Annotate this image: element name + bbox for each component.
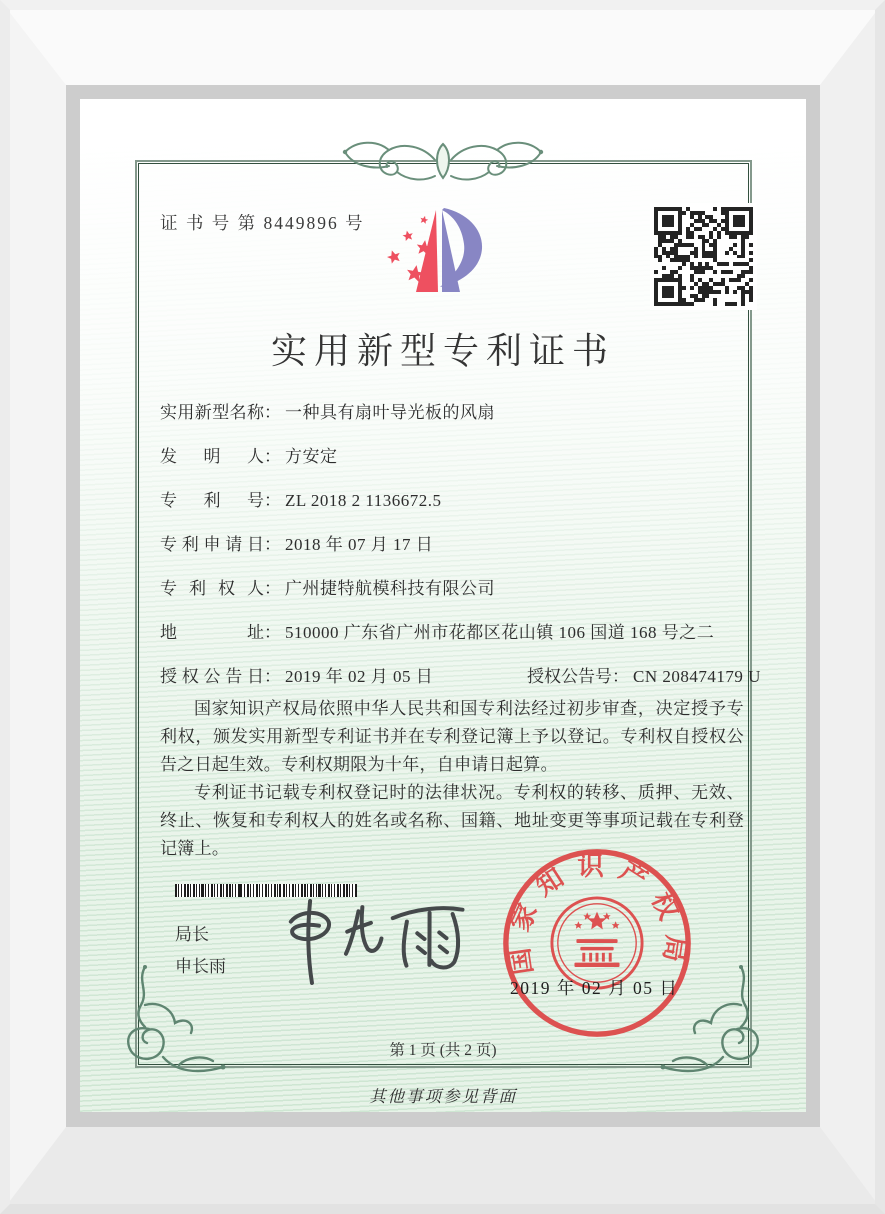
field-label: 实用新型名称 <box>160 403 264 422</box>
seal-ring-text: 国家知识产权局 <box>502 851 692 977</box>
label-colon: ： <box>264 491 281 510</box>
field-value: CN 208474179 U <box>633 667 761 686</box>
field-label: 授权公告号 <box>527 667 612 686</box>
seal-date: 2019 年 02 月 05 日 <box>510 978 679 998</box>
field-value: 2018 年 07 月 17 日 <box>285 535 434 554</box>
certificate-paper <box>80 99 806 1112</box>
field-label: 授权公告日 <box>160 667 264 686</box>
field-row-patentee <box>160 574 760 598</box>
label-colon: ： <box>612 667 629 686</box>
qr-code <box>650 203 757 310</box>
page-number: 第 1 页 (共 2 页) <box>389 1042 497 1059</box>
label-colon: ： <box>264 667 281 686</box>
commissioner-signature <box>265 883 470 998</box>
field-label: 专利号 <box>160 491 264 510</box>
field-value: 2019 年 02 月 05 日 <box>285 667 434 686</box>
field-label: 专利权人 <box>160 579 264 598</box>
cnipa-logo-icon <box>372 200 490 300</box>
field-row-address <box>160 618 760 642</box>
commissioner-title: 局长 <box>175 925 209 944</box>
label-colon: ： <box>264 403 281 422</box>
field-label: 地址 <box>160 623 264 642</box>
field-row-grant-date <box>160 662 760 686</box>
field-value: ZL 2018 2 1136672.5 <box>285 491 442 510</box>
label-colon: ： <box>264 447 281 466</box>
bottom-left-corner-flourish <box>115 965 230 1090</box>
top-center-flourish-ornament <box>337 132 549 188</box>
cnipa-official-seal <box>499 845 695 1041</box>
back-side-note: 其他事项参见背面 <box>369 1087 517 1106</box>
certificate-title: 实用新型专利证书 <box>270 331 615 371</box>
field-value: 一种具有扇叶导光板的风扇 <box>285 403 495 422</box>
qr-code-grid <box>654 207 753 306</box>
field-value: 广州捷特航模科技有限公司 <box>285 579 495 598</box>
commissioner-name: 申长雨 <box>175 957 226 976</box>
legal-text <box>160 695 744 863</box>
field-label: 发明人 <box>160 447 264 466</box>
certificate-number: 证 书 号 第 8449896 号 <box>160 213 365 233</box>
legal-paragraph-1: 国家知识产权局依照中华人民共和国专利法经过初步审查，决定授予专利权，颁发实用新型专利证书并在专利登记簿上予以登记。专利权自授权公告之日起生效。专利权期限为十年，自申请日起算。 <box>160 699 744 774</box>
field-grant-publication-number <box>527 662 761 687</box>
field-value: 方安定 <box>285 447 338 466</box>
legal-paragraph-2: 专利证书记载专利权登记时的法律状况。专利权的转移、质押、无效、终止、恢复和专利权人的姓名或名称、国籍、地址变更等事项记载在专利登记簿上。 <box>160 783 744 858</box>
field-row-patent-number <box>160 486 760 510</box>
field-row-invention-name <box>160 398 760 422</box>
label-colon: ： <box>264 623 281 642</box>
label-colon: ： <box>264 535 281 554</box>
field-label: 专利申请日 <box>160 535 264 554</box>
label-colon: ： <box>264 579 281 598</box>
field-row-filing-date <box>160 530 760 554</box>
field-value: 510000 广东省广州市花都区花山镇 106 国道 168 号之二 <box>285 623 715 642</box>
field-row-inventor <box>160 442 760 466</box>
